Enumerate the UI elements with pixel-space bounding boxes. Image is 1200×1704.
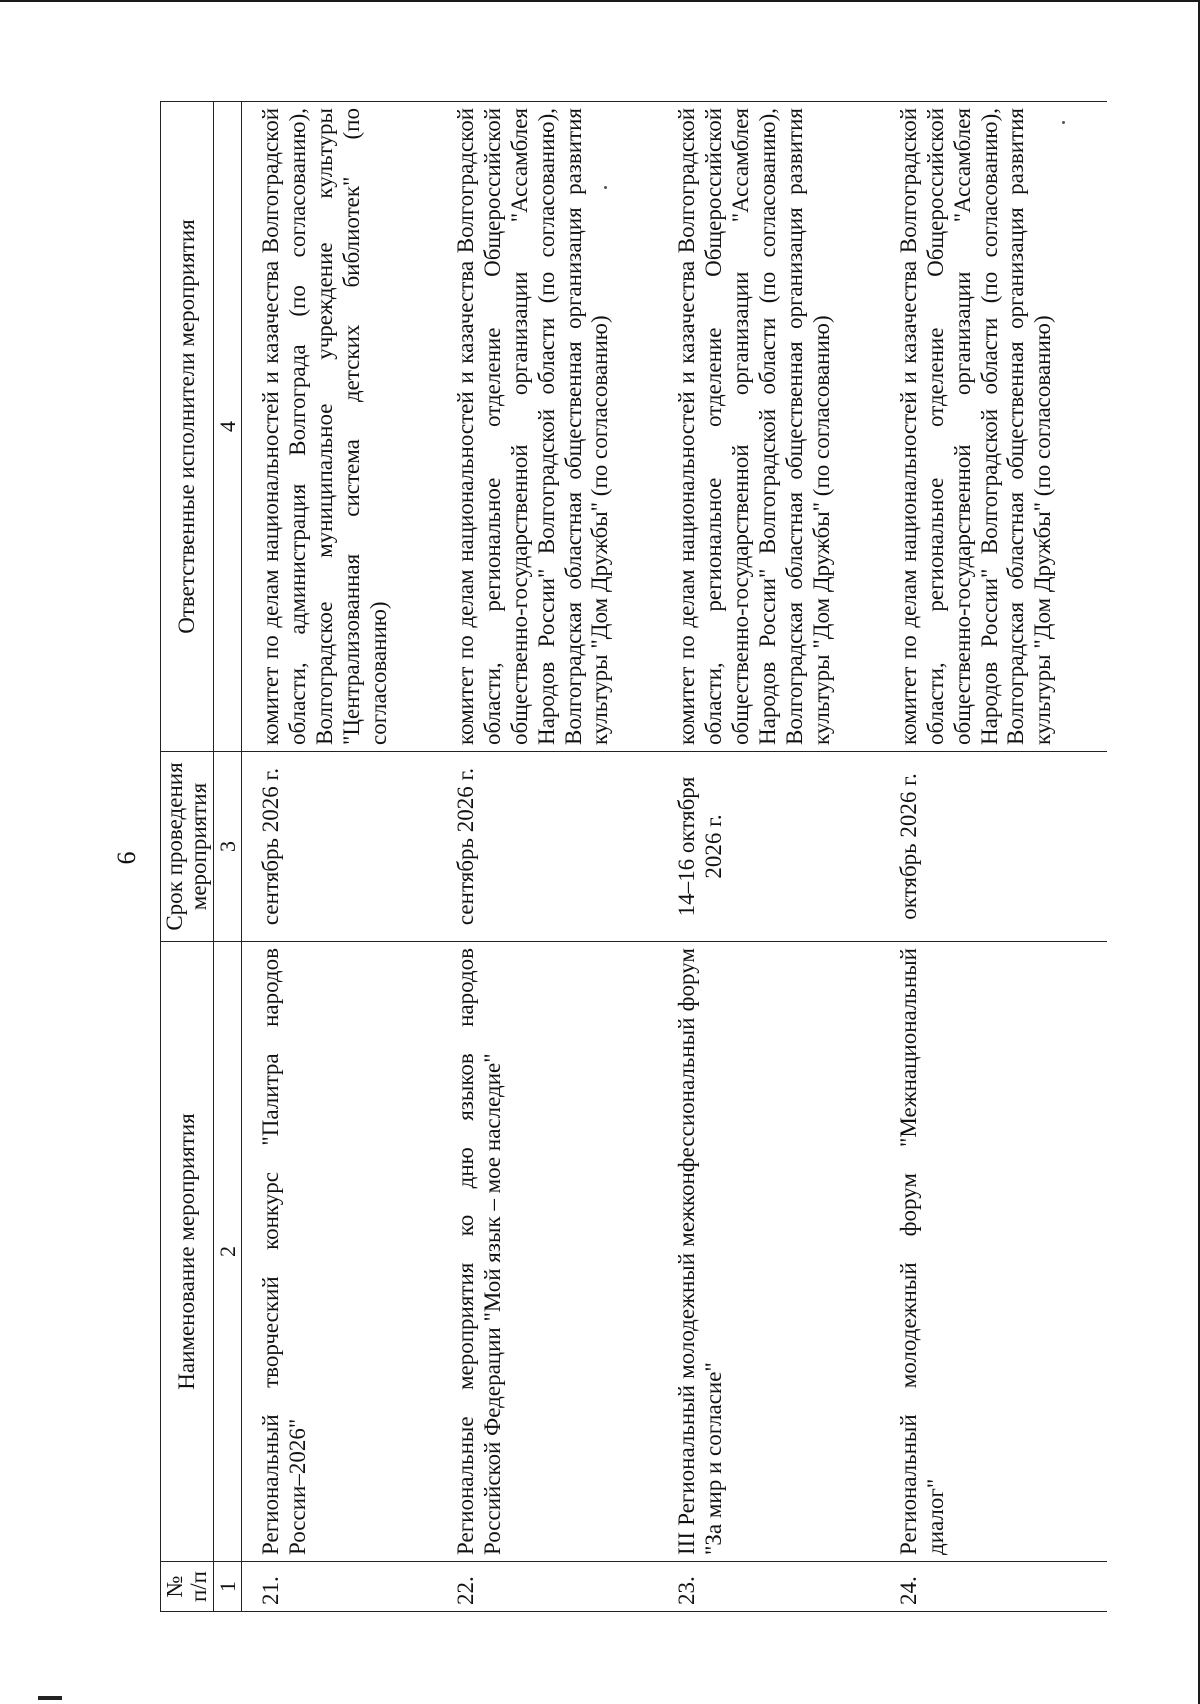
header-executors: Ответственные исполнители мероприятия [161,102,214,752]
header-event-date: Срок проведения мероприятия [161,752,214,942]
column-number: 1 [214,1562,242,1612]
row-number: 24. [886,1562,1107,1612]
event-executors: комитет по делам национальностей и казачества Волгоградской области, региональное отделение Общероссийской общественно-государственной организации "Ассамблея Народов России" Волгоградской области (по согласованию), Волгоградская областная общественная организация развития культуры "Дом Дружбы" (по согласованию) [443,102,664,752]
event-name: III Региональный молодежный межконфессиональный форум "За мир и согласие" [664,942,885,1562]
table-row [886,102,1107,1612]
rotated-table-wrapper [160,12,1200,1612]
table-row [443,102,664,1612]
event-date: октябрь 2026 г. [886,752,1107,942]
event-executors: комитет по делам национальностей и казачества Волгоградской области, региональное отделение Общероссийской общественно-государственной организации "Ассамблея Народов России" Волгоградской области (по согласованию), Волгоградская областная общественная организация развития культуры "Дом Дружбы" (по согласованию) [664,102,885,752]
column-number: 2 [214,942,242,1562]
event-name: Региональный творческий конкурс "Палитра народов России–2026" [242,942,443,1562]
table-row [242,102,443,1612]
page-number: 6 [112,851,141,865]
scan-mark [38,1696,62,1700]
table-row [664,102,885,1612]
column-number-row [214,102,242,1612]
event-date: сентябрь 2026 г. [443,752,664,942]
table-header-row [161,102,214,1612]
header-number: № п/п [161,1562,214,1612]
event-name: Региональные мероприятия ко дню языков народов Российской Федерации "Мой язык – мое наследие" [443,942,664,1562]
event-name: Региональный молодежный форум "Межнациональный диалог" [886,942,1107,1562]
event-executors: комитет по делам национальностей и казачества Волгоградской области, администрация Волгограда (по согласованию), Волгоградское муниципальное учреждение культуры "Централизованная система детских библиотек" (по согласованию) [242,102,443,752]
event-executors: комитет по делам национальностей и казачества Волгоградской области, региональное отделение Общероссийской общественно-государственной организации "Ассамблея Народов России" Волгоградской области (по согласованию), Волгоградская областная общественная организация развития культуры "Дом Дружбы" (по согласованию) [886,102,1107,752]
column-number: 3 [214,752,242,942]
row-number: 23. [664,1562,885,1612]
header-event-name: Наименование мероприятия [161,942,214,1562]
events-table [160,101,1107,1612]
event-date: 14–16 октября 2026 г. [664,752,885,942]
row-number: 22. [443,1562,664,1612]
row-number: 21. [242,1562,443,1612]
column-number: 4 [214,102,242,752]
event-date: сентябрь 2026 г. [242,752,443,942]
